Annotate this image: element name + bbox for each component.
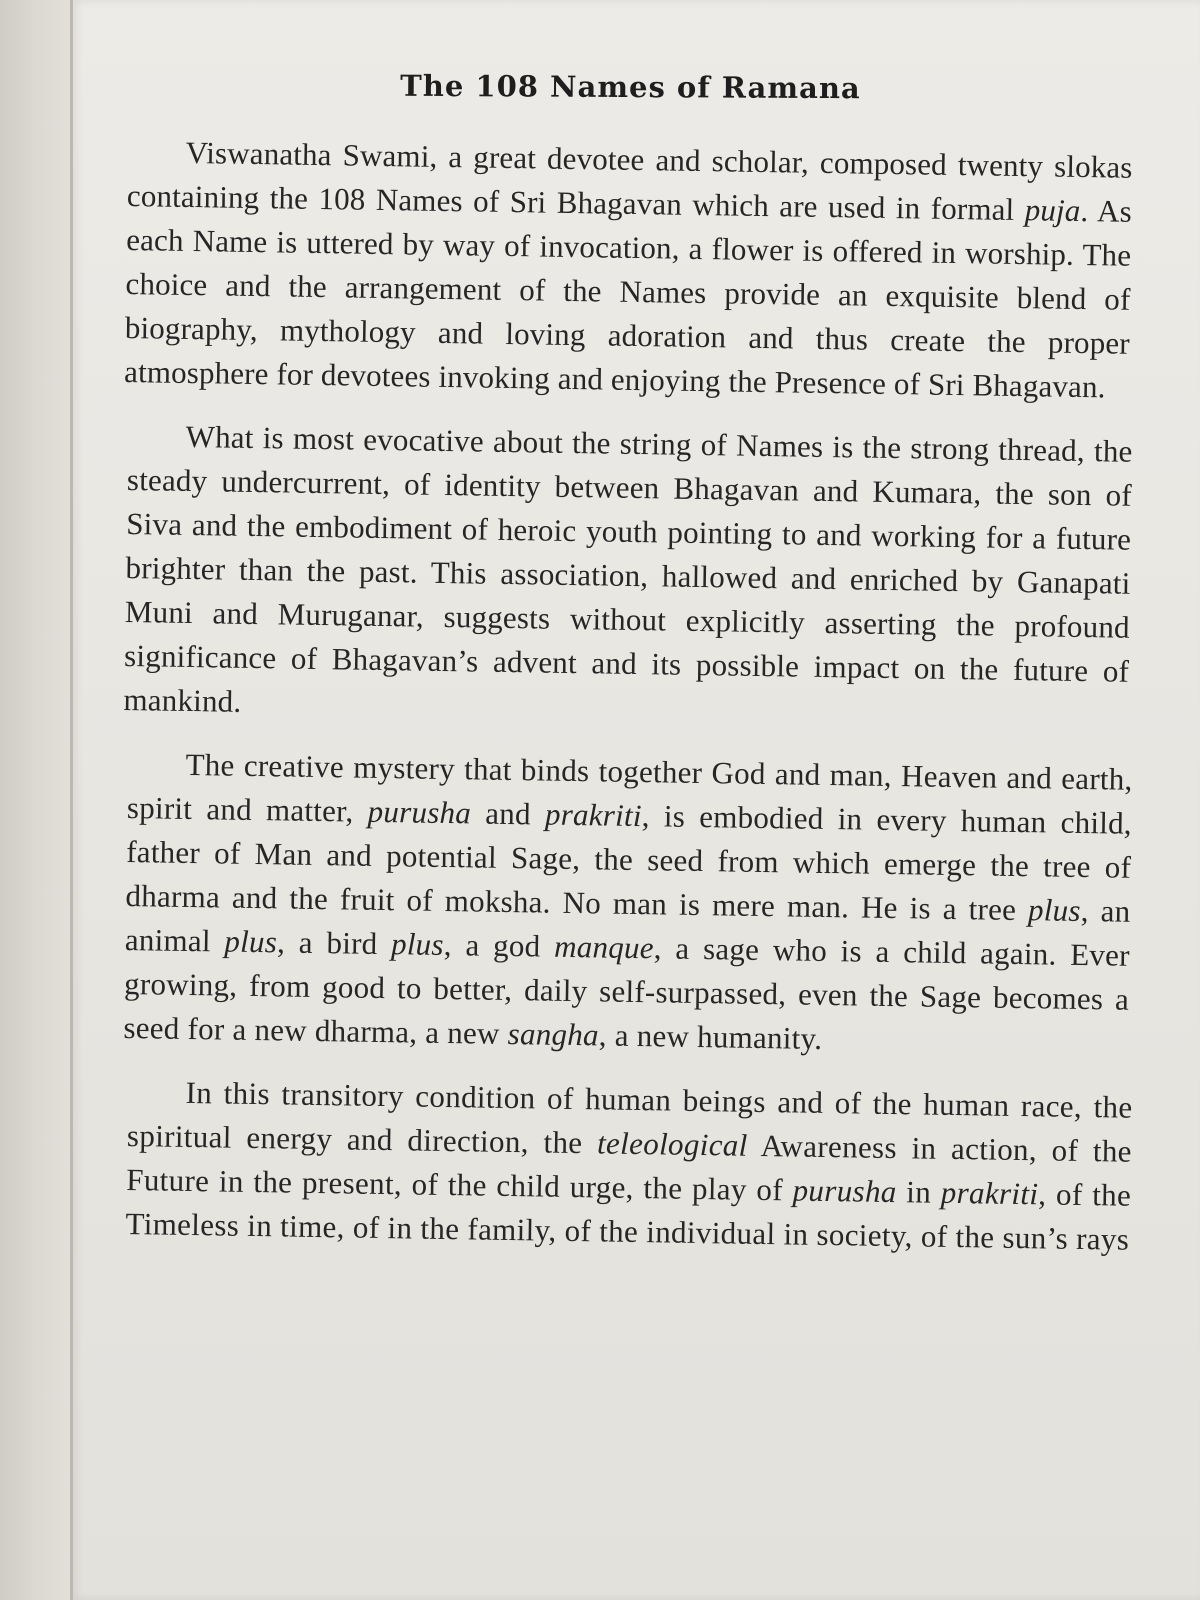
page-edge-line	[70, 0, 73, 1600]
para3-italic-sangha: sangha	[507, 1016, 600, 1053]
paragraph-3	[123, 742, 1133, 1066]
page-content	[123, 68, 1133, 1266]
para3-italic-plus-1: plus	[1027, 892, 1082, 928]
para3-text-8: , a new humanity.	[598, 1017, 823, 1056]
para3-italic-plus-2: plus	[224, 923, 278, 960]
para3-text-2: and	[470, 795, 546, 832]
para3-text-3: , is embodied in every human child, father of Man and potential Sage, the seed from which emerge the tree of dharma and the fruit of moksha. No man is mere man. He is a tree	[125, 798, 1133, 928]
para1-text-2: . As each Name is uttered by way of invocation, a flower is offered in worship. The choice and the arrangement of the Names provide an exquisite blend of biography, mythology and loving adoration and thus create the proper atmosphere for devotees invoking and enjoying the Presence of Sri Bhagavan.	[123, 192, 1133, 405]
para4-text-4: , of the Timeless in time, of in the family, of the individual in society, of the sun’s rays	[125, 1176, 1132, 1257]
paragraph-1	[124, 130, 1133, 410]
book-page	[70, 0, 1200, 1600]
para3-text-1: The creative mystery that binds together God and man, Heaven and earth, spirit and matter,	[126, 746, 1133, 829]
para3-text-5: , a bird	[276, 924, 392, 962]
paragraph-2	[123, 414, 1133, 738]
para4-italic-teleological: teleological	[596, 1125, 748, 1163]
para3-italic-manque: manque	[553, 928, 655, 966]
para1-italic-puja: puja	[1024, 192, 1081, 228]
para4-italic-prakriti: prakriti	[940, 1174, 1039, 1212]
para4-text-1: In this transitory condition of human beings and of the human race, the spiritual energy and direction, the	[126, 1074, 1133, 1161]
para3-text-7: , a sage who is a child again. Ever growing, from good to better, daily self-surpassed, even the Sage becomes a seed for a new dharma, a new	[123, 930, 1131, 1051]
para4-text-3: in	[896, 1174, 942, 1210]
page-title: The 108 Names of Ramana	[400, 68, 861, 106]
para2-text-1: What is most evocative about the string of Names is the strong thread, the steady undercurrent, of identity between Bhagavan and Kumara, the son of Siva and the embodiment of heroic youth pointing to and working for a future brighter than the past. This association, hallowed and enriched by Ganapati Muni and Muruganar, suggests without explicitly asserting the profound significance of Bhagavan’s advent and its possible impact on the future of mankind.	[123, 418, 1133, 719]
para3-italic-plus-3: plus	[390, 926, 445, 962]
paragraph-4	[125, 1070, 1133, 1262]
para4-italic-purusha: purusha	[792, 1172, 897, 1210]
para3-text-6: , a god	[443, 926, 555, 964]
para4-text-2: Awareness in action, of the Future in the present, of the child urge, the play of	[126, 1127, 1133, 1208]
para3-italic-purusha: purusha	[367, 793, 472, 831]
para1-text-1: Viswanatha Swami, a great devotee and scholar, composed twenty slokas containing the 108 Names of Sri Bhagavan which are used in formal	[126, 134, 1133, 228]
para3-italic-prakriti: prakriti	[544, 796, 643, 834]
para3-text-4: , an animal	[124, 892, 1131, 959]
